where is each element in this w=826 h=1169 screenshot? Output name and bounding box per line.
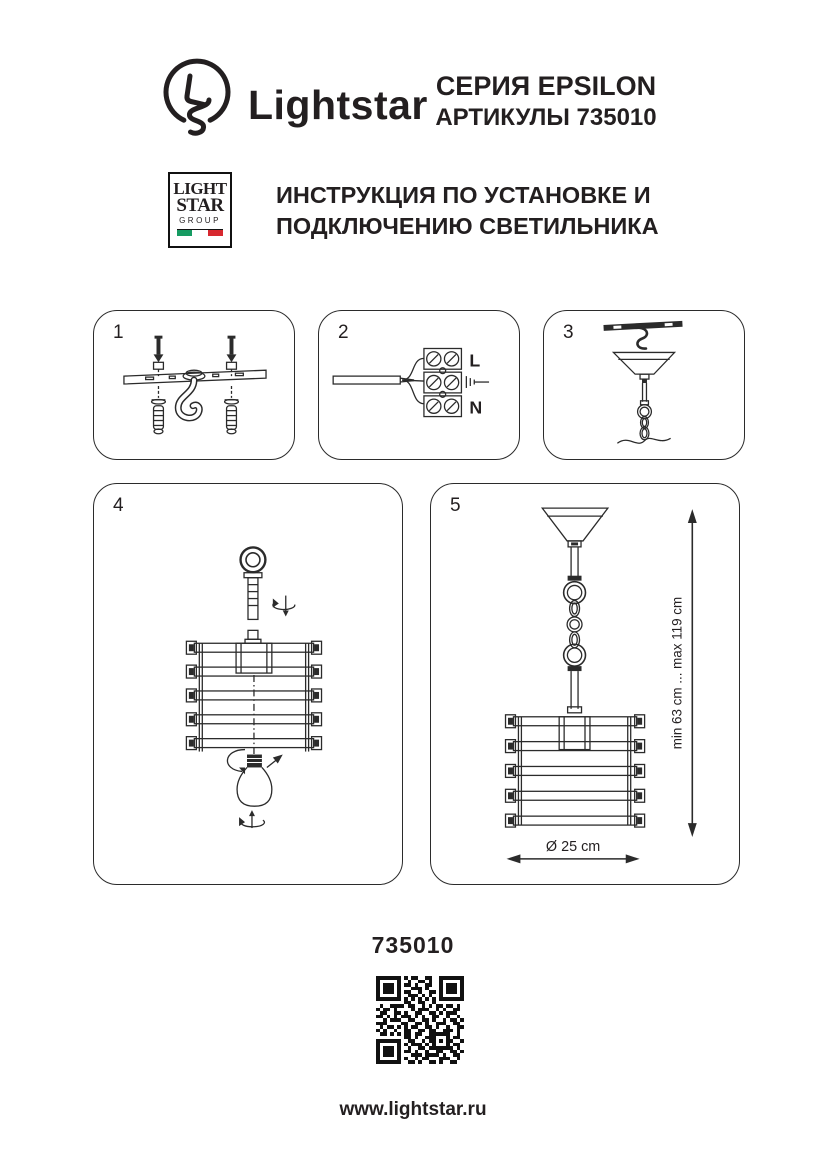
- hook-icon: [637, 328, 647, 349]
- rotate-arrow-icon-bottom: [239, 810, 264, 828]
- qr-code: [376, 976, 464, 1064]
- height-dimension: [669, 509, 696, 837]
- brand-wordmark: Lightstar: [248, 81, 428, 128]
- height-dimension-label: min 63 cm ... max 119 cm: [669, 596, 685, 750]
- step-3-card: [543, 310, 745, 460]
- rotate-arrow-icon: [273, 596, 295, 617]
- canopy: [542, 508, 608, 547]
- group-logo-star: STAR: [176, 195, 224, 216]
- page-title-line2: ПОДКЛЮЧЕНИЮ СВЕТИЛЬНИКА: [276, 213, 659, 239]
- mounting-bracket-diagram: [94, 311, 294, 459]
- screw-right-icon: [227, 336, 237, 376]
- lightstar-group-logo: [168, 172, 232, 248]
- rod-and-chain: [564, 547, 586, 713]
- wire-wave: [617, 438, 670, 443]
- step-number: 2: [338, 322, 349, 343]
- step-4-card: [93, 483, 403, 885]
- wires: [402, 358, 424, 403]
- neutral-label: N: [469, 397, 483, 418]
- series-title: СЕРИЯ EPSILON: [435, 71, 657, 101]
- eye-bolt-icon: [241, 547, 266, 619]
- lightstar-bulb-logo-icon: [158, 52, 240, 152]
- canopy: [613, 352, 674, 383]
- ceiling-hook-icon: [178, 370, 205, 418]
- page-title-line1: ИНСТРУКЦИЯ ПО УСТАНОВКЕ И: [276, 182, 651, 208]
- step-2-card: [318, 310, 520, 460]
- dimensions-diagram: [431, 484, 739, 884]
- diameter-dimension-label: Ø 25 cm: [545, 838, 601, 855]
- step-1-card: [93, 310, 295, 460]
- group-logo-light: LIGHT: [173, 179, 227, 198]
- step-5-card: [430, 483, 740, 885]
- website-url: www.lightstar.ru: [339, 1099, 487, 1120]
- anchor-left-icon: [152, 386, 166, 434]
- hanging-diagram: [544, 311, 744, 459]
- live-label: L: [469, 350, 481, 371]
- series-block: [408, 70, 684, 133]
- italian-flag-stripe: [177, 229, 223, 236]
- terminal-block: [424, 348, 461, 416]
- page-title: [276, 180, 659, 242]
- step-number: 3: [563, 322, 574, 343]
- power-cable: [333, 376, 414, 384]
- step-number: 4: [113, 495, 124, 516]
- wiring-diagram: [319, 311, 519, 459]
- diameter-dimension: [507, 839, 640, 863]
- light-bulb-icon: [227, 750, 282, 807]
- screw-left-icon: [154, 336, 164, 376]
- earth-symbol-icon: [466, 376, 489, 388]
- assembly-diagram: [94, 484, 402, 884]
- brand-header: [158, 52, 428, 152]
- article-title: АРТИКУЛЫ 735010: [435, 104, 657, 132]
- group-logo-group: GROUP: [179, 216, 221, 225]
- rod-and-chain: [638, 383, 652, 440]
- article-number: 735010: [371, 932, 455, 958]
- step-number: 1: [113, 322, 124, 343]
- shade-frame: [506, 715, 645, 827]
- anchor-right-icon: [225, 386, 239, 434]
- step-number: 5: [450, 495, 461, 516]
